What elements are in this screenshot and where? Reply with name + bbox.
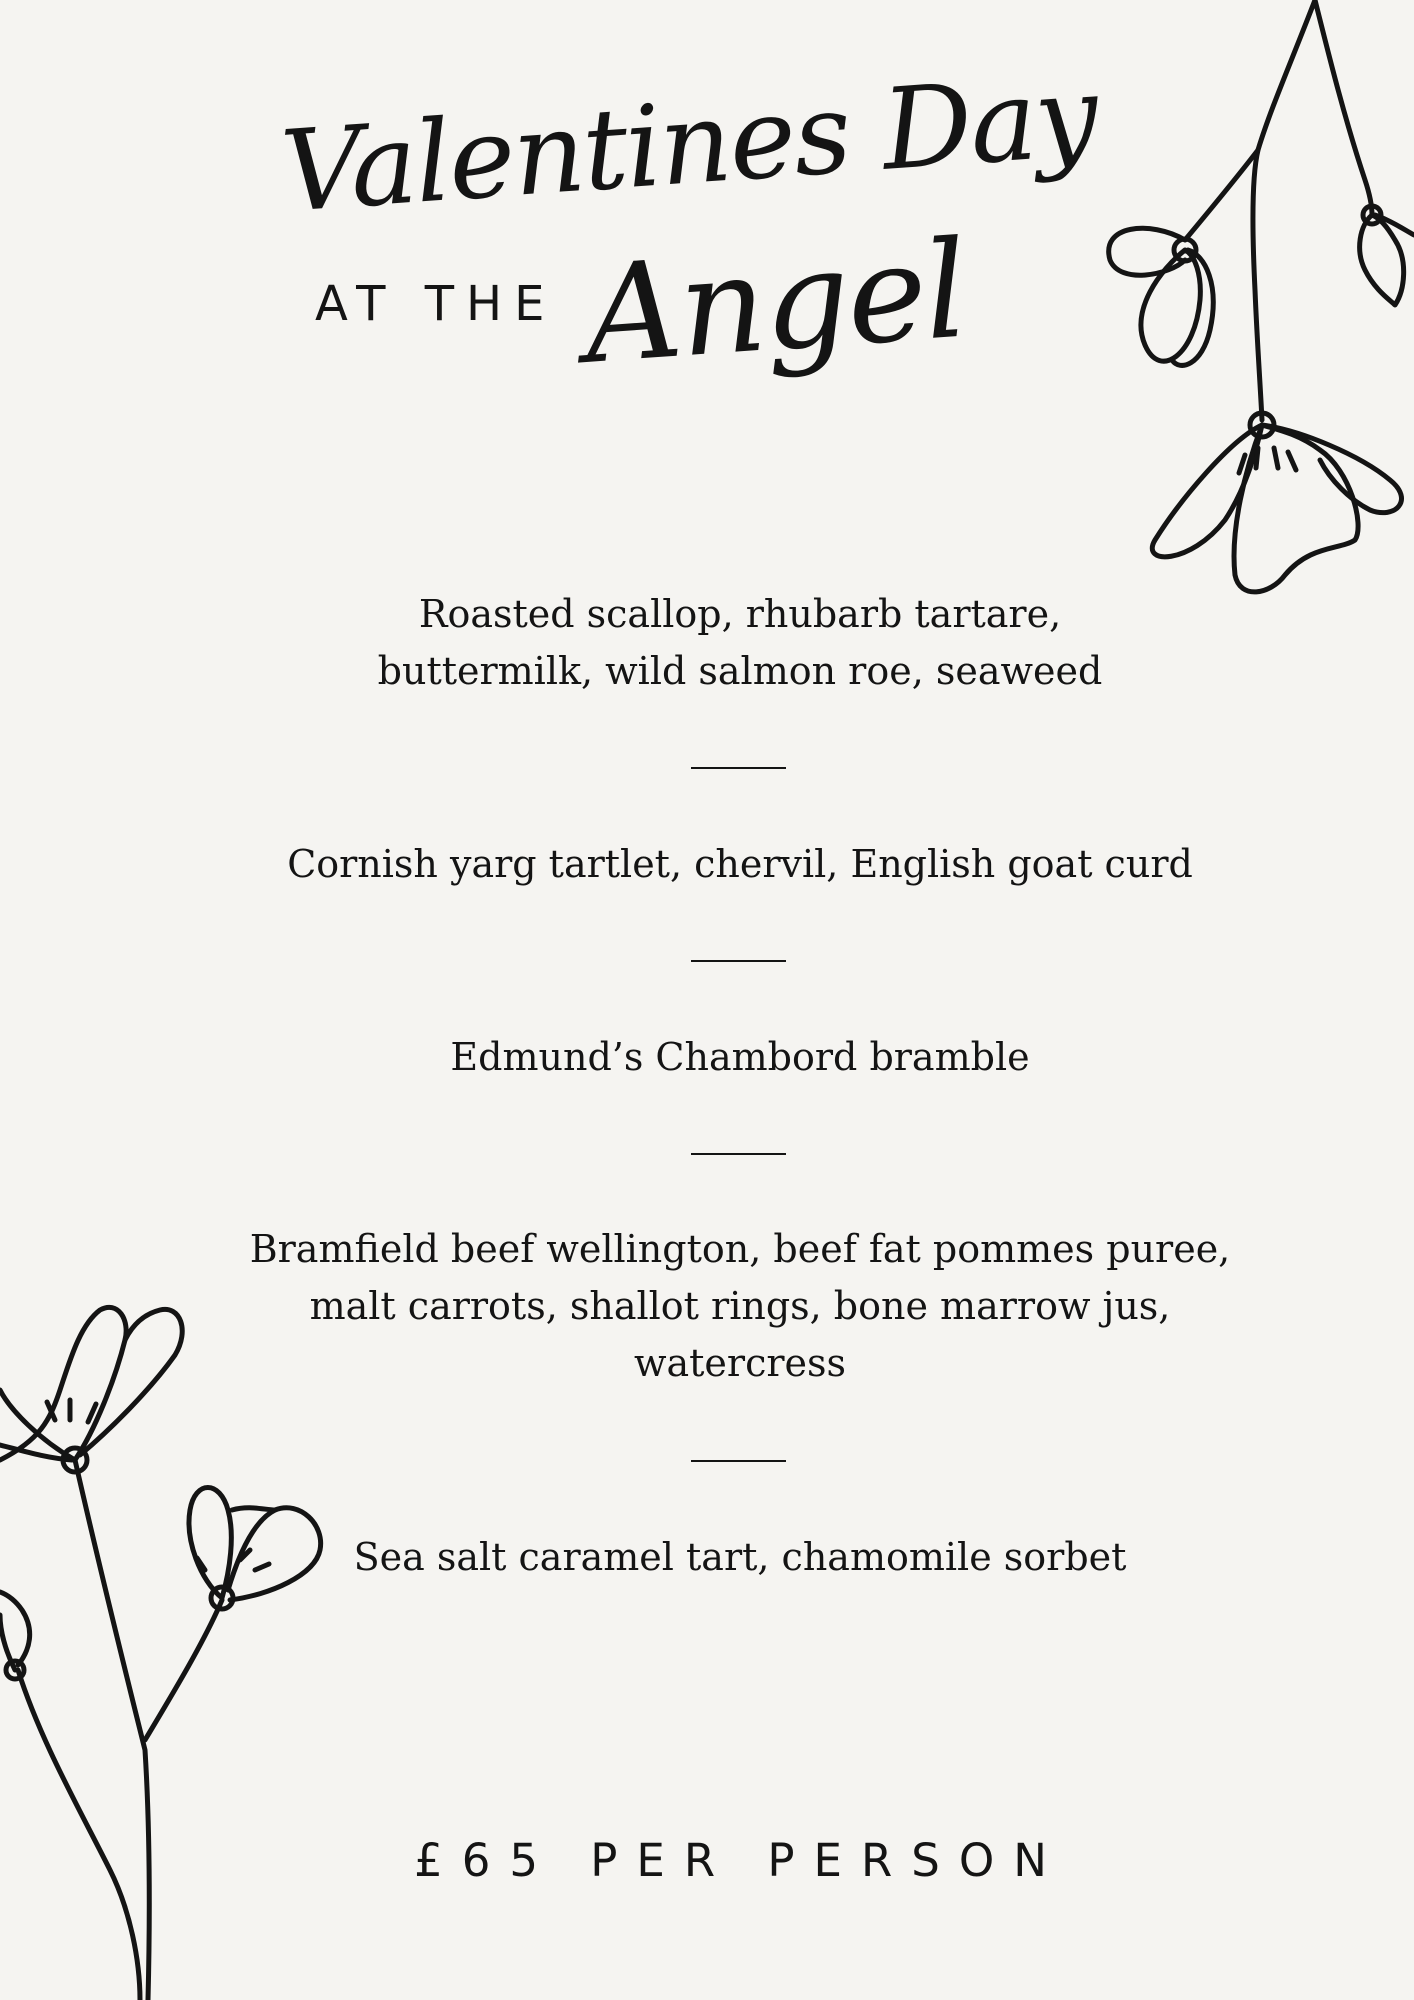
menu-course-3 [200,1029,1280,1086]
menu-course-2 [200,836,1280,893]
course-line: malt carrots, shallot rings, bone marrow jus, [309,1284,1171,1328]
course-line: Edmund’s Chambord bramble [450,1035,1030,1079]
title-script-valentines-day: Valentines Day [277,51,1101,238]
course-divider [691,1153,786,1155]
course-line: Cornish yarg tartlet, chervil, English goat curd [287,842,1193,886]
course-line: Bramfield beef wellington, beef fat pommes puree, [249,1227,1231,1271]
menu-course-4 [200,1221,1280,1392]
price-per-person: £65 PER PERSON [414,1834,1066,1887]
course-line: buttermilk, wild salmon roe, seaweed [377,649,1103,693]
course-line: watercress [633,1341,847,1385]
course-line: Sea salt caramel tart, chamomile sorbet [353,1535,1127,1579]
course-divider [691,960,786,962]
course-divider [691,1460,786,1462]
course-line: Roasted scallop, rhubarb tartare, [418,592,1062,636]
course-divider [691,767,786,769]
menu-course-5 [200,1529,1280,1586]
title-prefix-at-the: AT THE [315,276,557,332]
title-script-angel: Angel [579,211,971,394]
menu-course-1 [200,586,1280,700]
